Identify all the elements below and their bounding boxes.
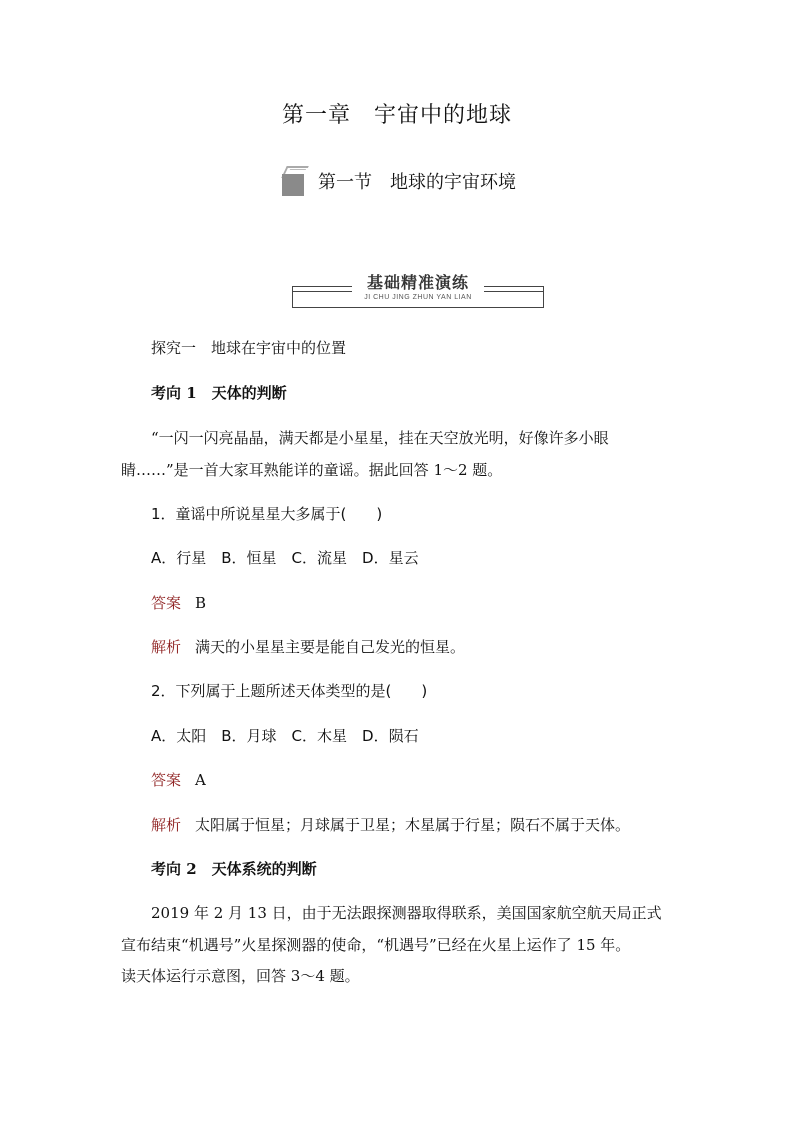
banner-pinyin: JI CHU JING ZHUN YAN LIAN [364,294,472,301]
banner-title: 基础精准演练 [352,270,484,293]
question-2-answer [151,770,206,790]
passage1-line1: “一闪一闪亮晶晶，满天都是小星星，挂在天空放光明，好像许多小眼 [151,429,609,447]
passage2-line3: 读天体运行示意图，回答 3～4 题。 [121,967,360,985]
analysis-label: 解析 [151,816,182,834]
question-1-analysis [151,637,465,657]
answer-value: B [195,594,207,612]
direction-heading-1: 考向 1 天体的判断 [151,384,287,402]
passage1-line2: 睛……”是一首大家耳熟能详的童谣。据此回答 1～2 题。 [121,461,503,479]
analysis-label: 解析 [151,638,182,656]
section-title: 第一节 地球的宇宙环境 [318,172,516,193]
section-heading [282,166,516,196]
passage2-line1: 2019 年 2 月 13 日，由于无法跟探测器取得联系，美国国家航空航天局正式 [151,904,662,922]
answer-value: A [195,771,206,789]
answer-label: 答案 [151,594,182,612]
chapter-title: 第一章 宇宙中的地球 [281,103,512,128]
explore-heading: 探究一 地球在宇宙中的位置 [151,339,347,357]
passage2-line2: 宣布结束“机遇号”火星探测器的使命，“机遇号”已经在火星上运作了 15 年。 [121,936,631,954]
book-icon [282,166,310,196]
question-2-stem: 2．下列属于上题所述天体类型的是( ) [151,682,428,700]
analysis-text: 太阳属于恒星；月球属于卫星；木星属于行星；陨石不属于天体。 [195,816,631,834]
practice-banner [292,270,544,308]
analysis-text: 满天的小星星主要是能自己发光的恒星。 [195,638,466,656]
question-1-options: A．行星 B．恒星 C．流星 D．星云 [151,549,419,567]
question-2-analysis [151,815,630,835]
answer-label: 答案 [151,771,182,789]
direction-heading-2: 考向 2 天体系统的判断 [151,860,317,878]
question-1-stem: 1．童谣中所说星星大多属于( ) [151,505,383,523]
question-2-options: A．太阳 B．月球 C．木星 D．陨石 [151,727,419,745]
question-1-answer [151,593,206,613]
